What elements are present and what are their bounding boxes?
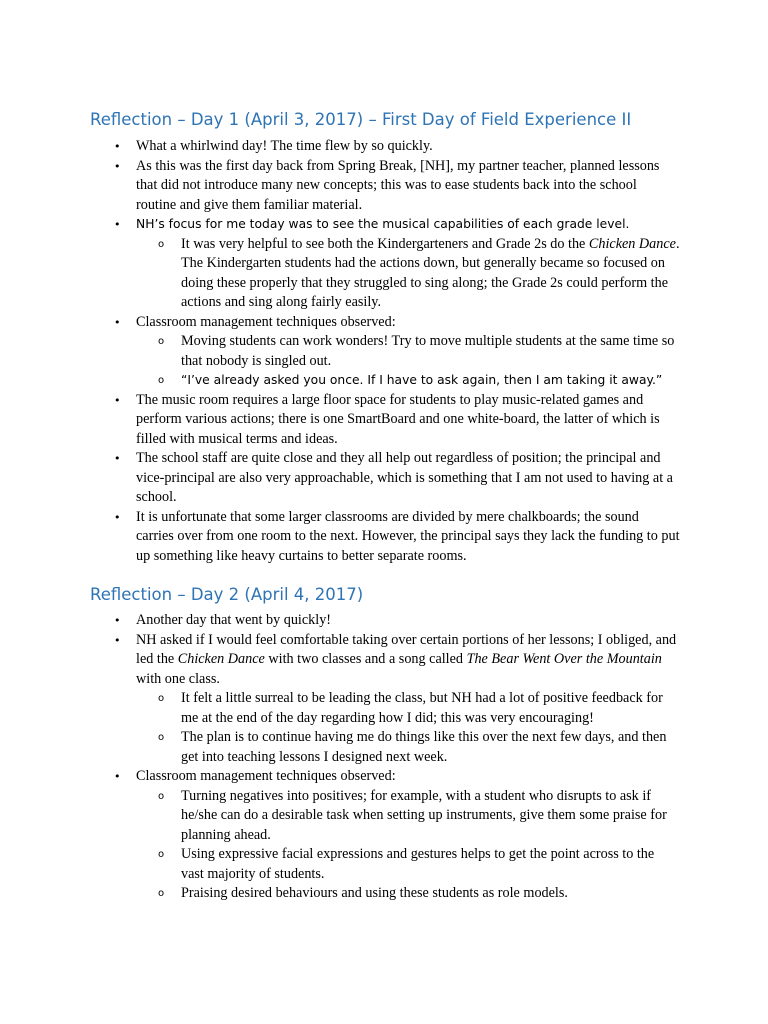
sub-list [136,235,680,313]
sub-list-item: o The plan is to continue having me do things like this over the next few days, and then get into teaching lessons I designed next week. [158,729,667,765]
sub-list-item: o It was very helpful to see both the Kindergarteners and Grade 2s do the Chicken Dance. The Kindergarten students had the actions down, but generally became so focused on doing these properly that they struggled to sing along; the Grade 2s could perform the actions and sing along fairly easily. [158,235,680,310]
list-item: • Classroom management techniques observed: o Turning negatives into positives; for example, with a student who disrupts to ask if he/she can do a desirable task when setting up instruments, give them some praise for planning ahead. o Using expressive facial expressions and gestures helps to get the point across to the vast majority of students. o Praising desired behaviours and using these students as role models. [0,767,768,904]
list-item: • The school staff are quite close and they all help out regardless of position; the principal and vice-principal are also very approachable, which is something that I am not used to having at a school. [114,450,673,505]
bullet-icon: • [114,140,121,153]
sub-bullet-icon: o [158,238,165,250]
bullet-icon: • [114,770,121,783]
list-item: • NH’s focus for me today was to see the musical capabilities of each grade level. o It was very helpful to see both the Kindergarteners and Grade 2s do the Chicken Dance. The Kindergarten students had the actions down, but generally became so focused on doing these properly that they struggled to sing along; the Grade 2s could perform the actions and sing along fairly easily. [0,215,768,313]
list-item: • As this was the first day back from Spring Break, [NH], my partner teacher, planned lessons that did not introduce many new concepts; this was to ease students back into the school routine and give them familiar material. [114,157,660,213]
list-item: • NH asked if I would feel comfortable taking over certain portions of her lessons; I obliged, and led the Chicken Dance with two classes and a song called The Bear Went Over the Mountain with one class. o It felt a little surreal to be leading the class, but NH had a lot of positive feedback for me at the end of the day regarding how I did; this was very encouraging! o The plan is to continue having me do things like this over the next few days, and then get into teaching lessons I designed next week. [0,631,768,768]
bullet-icon: • [114,452,121,465]
bullet-icon: • [114,614,121,627]
sub-list-item: o Turning negatives into positives; for example, with a student who disrupts to ask if he/she can do a desirable task when setting up instruments, give them some praise for planning ahead. [158,787,667,843]
sub-bullet-icon: o [158,732,165,743]
sub-list-item: o “I’ve already asked you once. If I have to ask again, then I am taking it away.” [136,371,680,391]
sub-list-item: o Using expressive facial expressions and gestures helps to get the point across to the vast majority of students. [158,846,655,882]
day2-list [0,611,768,904]
sub-bullet-icon: o [158,336,165,347]
sub-bullet-icon: o [158,849,165,860]
sub-list-item: o It felt a little surreal to be leading the class, but NH had a lot of positive feedback for me at the end of the day regarding how I did; this was very encouraging! [158,690,663,726]
sub-list [136,787,680,904]
list-item: • Classroom management techniques observed: o Moving students can work wonders! Try to move multiple students at the same time so that nobody is singled out. o “I’ve already asked you once. If I have to ask again, then I am taking it away.” [0,313,768,391]
sub-bullet-icon: o [158,375,165,386]
sub-bullet-icon: o [158,888,165,899]
sub-bullet-icon: o [158,693,165,704]
day1-list [0,137,768,566]
day2-heading: Reflection – Day 2 (April 4, 2017) [90,585,364,604]
bullet-icon: • [114,510,121,524]
sub-bullet-icon: o [158,790,165,802]
sub-list-item: o Moving students can work wonders! Try to move multiple students at the same time so that nobody is singled out. [158,333,675,369]
sub-list [136,332,680,391]
list-item: • What a whirlwind day! The time flew by so quickly. [0,137,768,157]
bullet-icon: • [114,159,121,173]
list-item: • Another day that went by quickly! [0,611,768,631]
list-item: • It is unfortunate that some larger classrooms are divided by mere chalkboards; the sound carries over from one room to the next. However, the principal says they lack the funding to put up something like heavy curtains to better separate rooms. [114,508,680,564]
bullet-icon: • [114,315,121,329]
sub-list-item: o Praising desired behaviours and using these students as role models. [136,884,680,904]
sub-list [136,689,680,767]
bullet-icon: • [114,218,121,231]
bullet-icon: • [114,633,121,647]
list-item: • The music room requires a large floor space for students to play music-related games and perform various actions; there is one SmartBoard and one white-board, the latter of which is filled with musical terms and ideas. [114,391,660,447]
bullet-icon: • [114,393,121,407]
day1-heading: Reflection – Day 1 (April 3, 2017) – First Day of Field Experience II [90,110,632,129]
